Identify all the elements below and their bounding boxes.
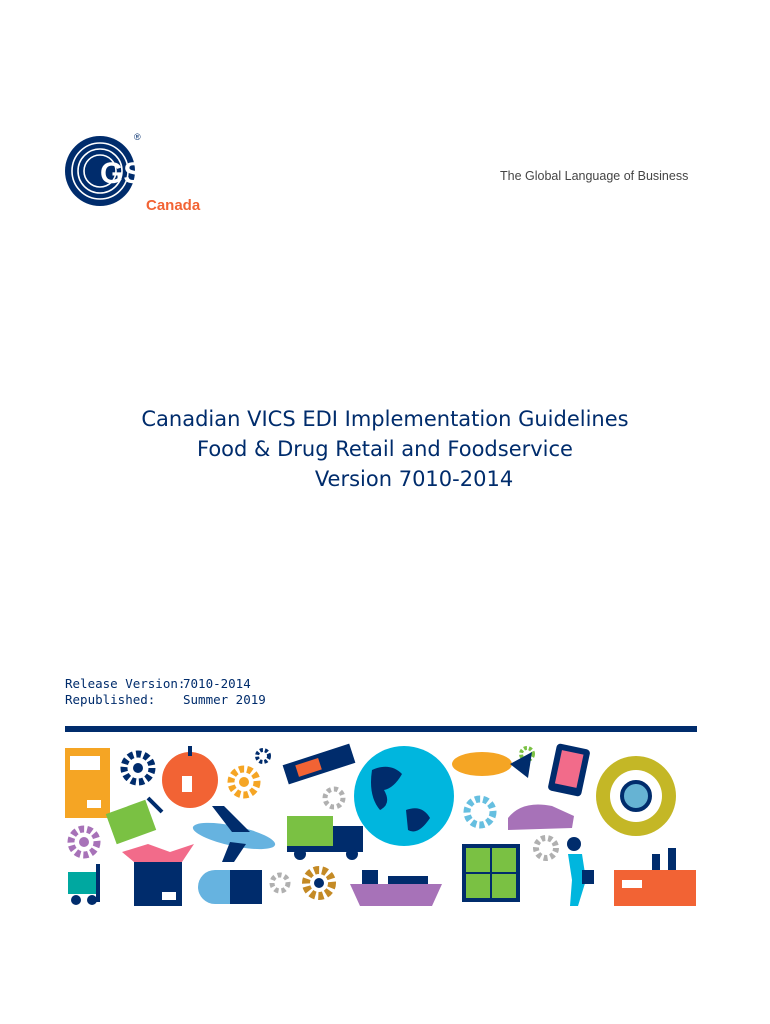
release-version-value: 7010-2014 xyxy=(183,676,251,691)
republished-label: Republished: xyxy=(65,692,156,707)
logo-region: Canada xyxy=(146,197,201,214)
shopper-icon xyxy=(567,837,594,906)
title-line-1: Canadian VICS EDI Implementation Guidelines xyxy=(141,407,629,431)
ship-icon xyxy=(350,870,442,906)
release-info xyxy=(65,676,266,708)
pallet-icon xyxy=(462,844,520,902)
shoe-icon xyxy=(508,805,574,831)
gear-icon xyxy=(124,754,152,782)
truck-icon xyxy=(287,816,363,860)
tagline: The Global Language of Business xyxy=(500,169,689,183)
forklift-icon xyxy=(68,864,100,905)
phone-icon xyxy=(547,743,590,797)
syringe-icon xyxy=(283,744,356,785)
title-line-3: Version 7010-2014 xyxy=(314,467,514,491)
pill-icon xyxy=(198,870,262,904)
gear-icon xyxy=(231,769,257,795)
open-box-icon xyxy=(122,844,194,906)
gear-icon xyxy=(272,875,288,891)
release-version-label: Release Version: xyxy=(65,676,186,691)
gear-icon xyxy=(306,870,332,896)
gear-icon xyxy=(536,838,556,858)
hand-truck-icon xyxy=(106,798,162,844)
gear-icon xyxy=(467,799,493,825)
airplane-icon xyxy=(191,806,277,862)
title-line-2: Food & Drug Retail and Foodservice xyxy=(197,437,573,461)
gear-icon xyxy=(325,789,343,807)
factory-icon xyxy=(614,848,696,906)
gear-icon xyxy=(596,756,676,836)
republished-value: Summer 2019 xyxy=(183,692,266,707)
logo-registered: ® xyxy=(134,132,141,142)
gear-icon xyxy=(71,829,97,855)
apple-icon xyxy=(162,746,218,808)
gs1-canada-logo xyxy=(62,130,222,220)
supply-chain-illustration xyxy=(62,740,700,912)
gear-icon xyxy=(257,750,269,762)
box-icon xyxy=(65,748,110,818)
logo-brand: GS1 xyxy=(100,157,161,190)
document-title xyxy=(0,404,770,494)
divider-rule xyxy=(65,726,697,732)
globe-icon xyxy=(354,746,454,846)
